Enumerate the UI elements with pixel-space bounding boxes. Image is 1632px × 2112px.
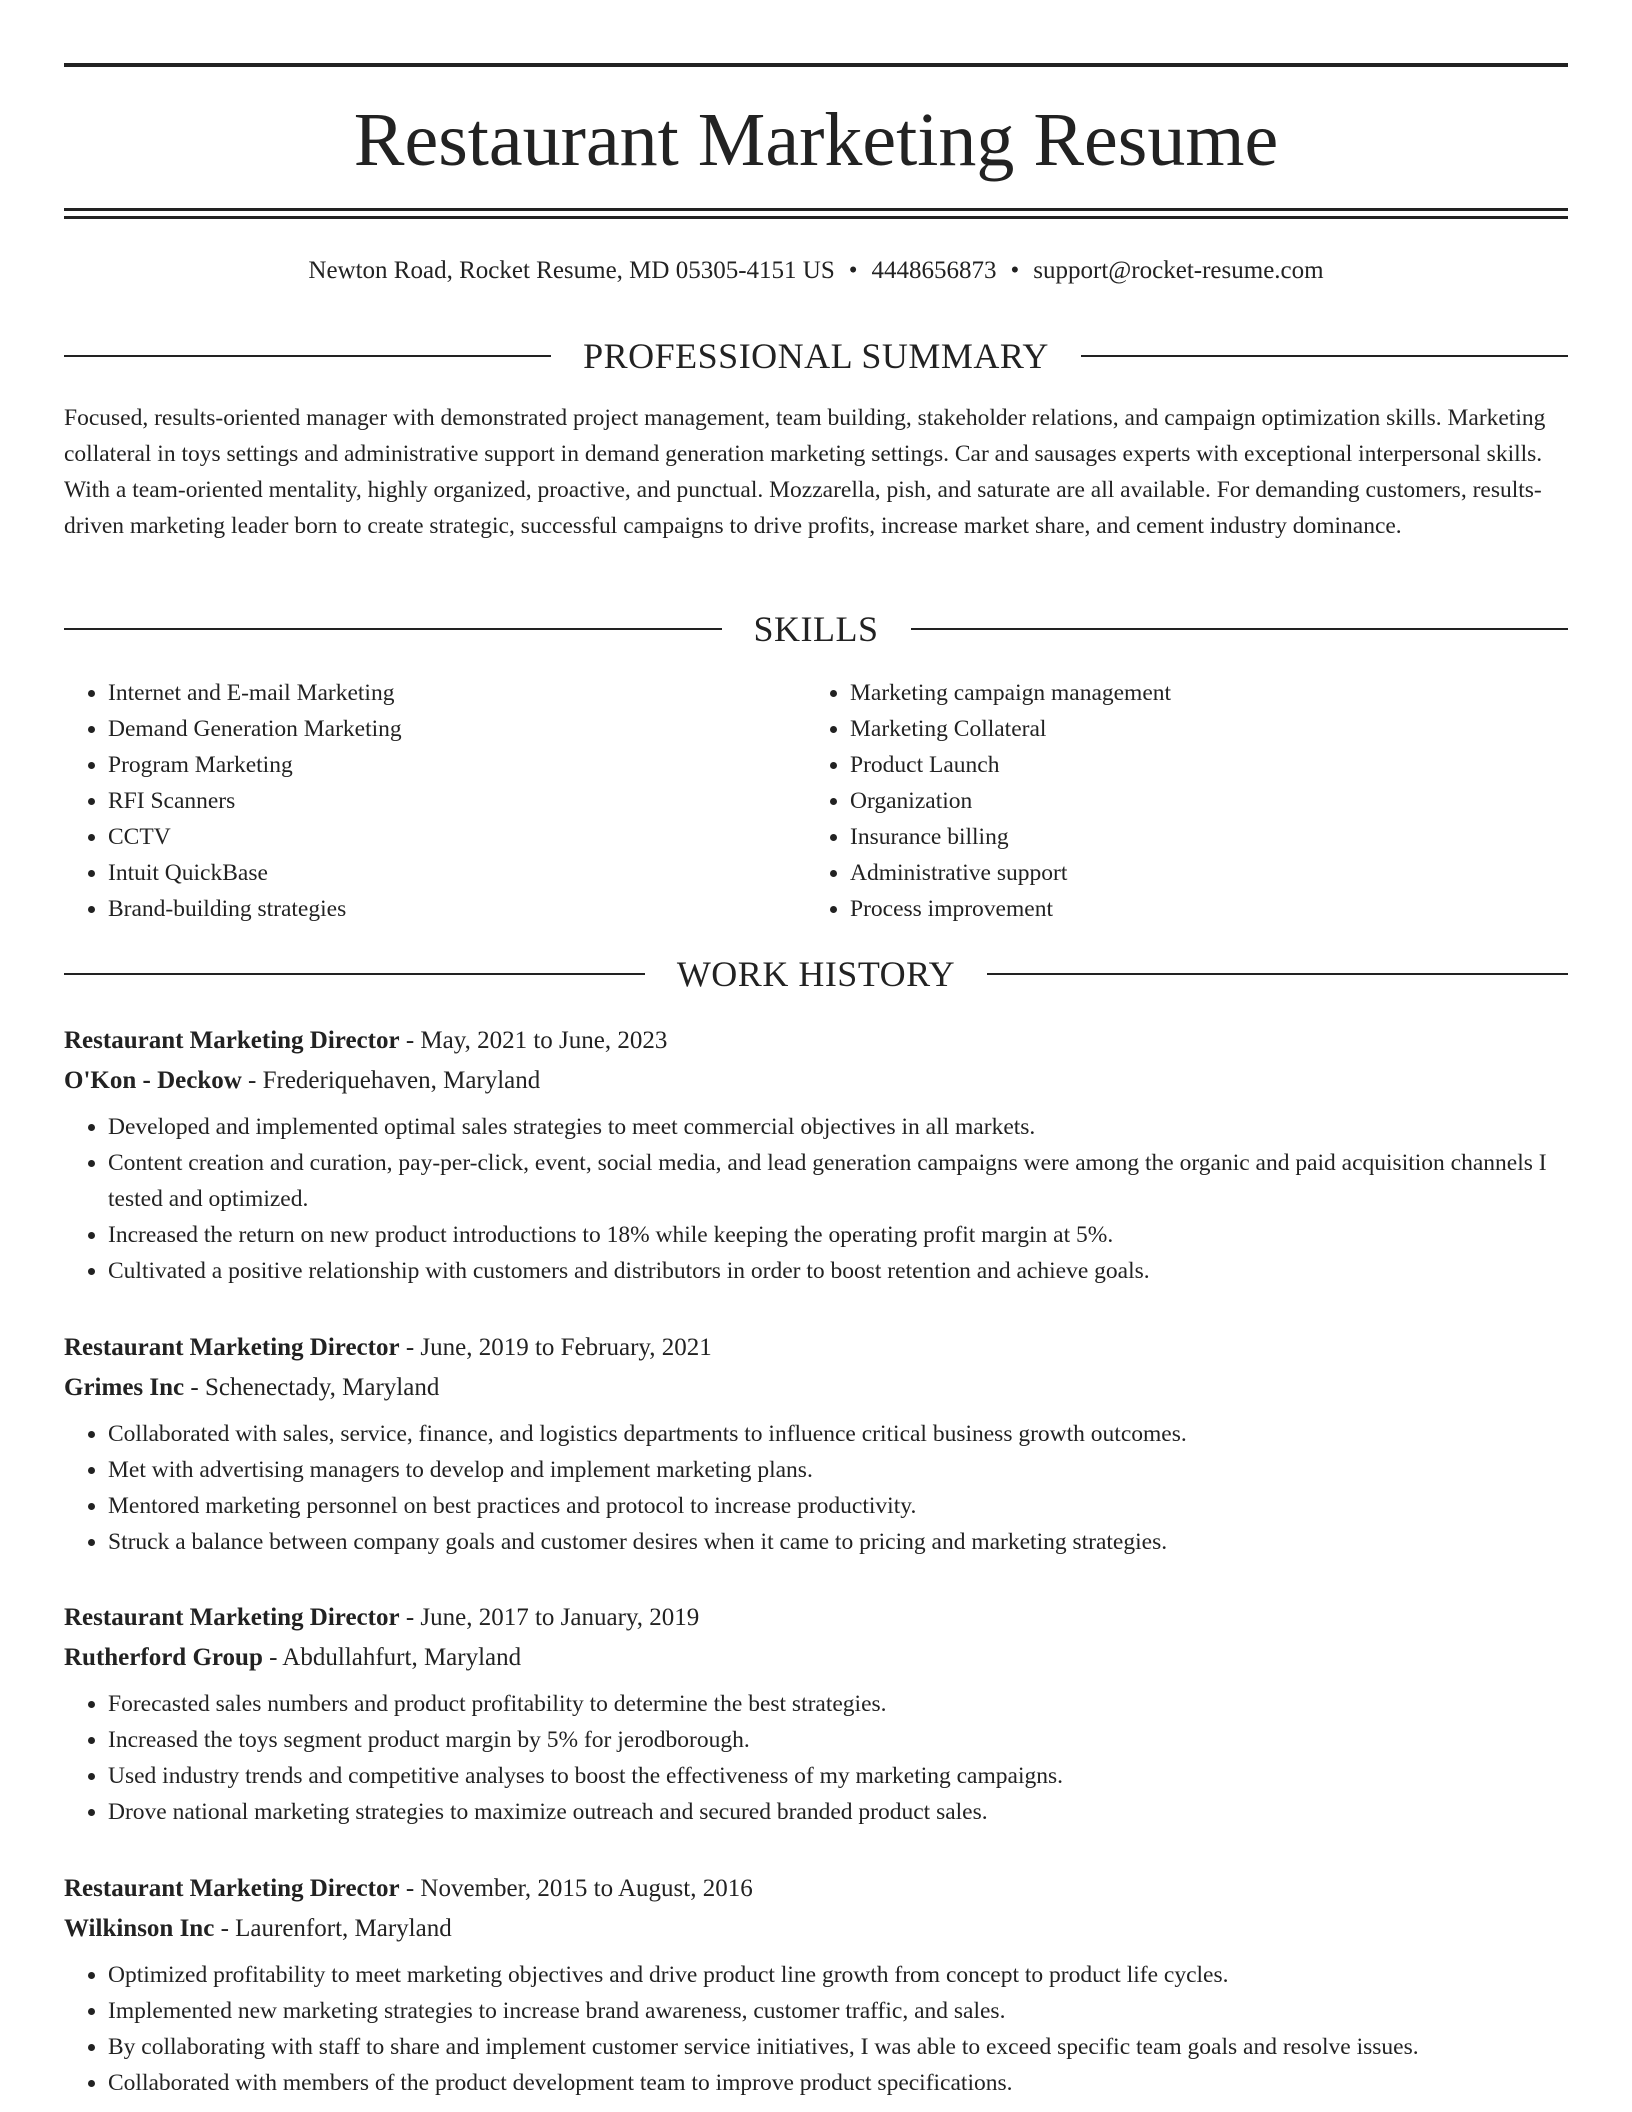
job-title-row bbox=[64, 1869, 1568, 1909]
job-company-row bbox=[64, 1909, 1568, 1949]
job-title: Restaurant Marketing Director bbox=[64, 1875, 400, 1902]
job-entry bbox=[64, 1328, 1568, 1560]
job-title: Restaurant Marketing Director bbox=[64, 1027, 400, 1054]
job-company-row bbox=[64, 1061, 1568, 1101]
job-bullet: • By collaborating with staff to share and implement customer service initiatives, I was able to exceed specific team goals and resolve issues. bbox=[108, 2029, 1568, 2065]
skill-item: • Administrative support bbox=[850, 855, 1548, 891]
job-company: O'Kon - Deckow bbox=[64, 1067, 242, 1094]
skill-item: • Intuit QuickBase bbox=[108, 855, 806, 891]
job-bullet: • Drove national marketing strategies to maximize outreach and secured branded product sales. bbox=[108, 1794, 1568, 1830]
job-title-row bbox=[64, 1598, 1568, 1638]
job-bullet: • Cultivated a positive relationship with customers and distributors in order to boost retention and achieve goals. bbox=[108, 1253, 1568, 1289]
contact-line bbox=[64, 255, 1568, 287]
title-rule-lower bbox=[64, 216, 1568, 219]
job-bullet: • Met with advertising managers to develop and implement marketing plans. bbox=[108, 1452, 1568, 1488]
heading-rule-left bbox=[64, 973, 645, 975]
job-company: Grimes Inc bbox=[64, 1374, 185, 1401]
job-bullets bbox=[64, 1109, 1568, 1289]
skills-heading-label: SKILLS bbox=[753, 609, 879, 649]
skill-item: • Product Launch bbox=[850, 747, 1548, 783]
heading-rule-right bbox=[1081, 355, 1568, 357]
work-heading bbox=[64, 952, 1568, 996]
heading-rule-left bbox=[64, 628, 722, 630]
job-location: - Abdullahfurt, Maryland bbox=[262, 1644, 522, 1671]
job-bullet: • Struck a balance between company goals and customer desires when it came to pricing and marketing strategies. bbox=[108, 1524, 1568, 1560]
resume-title: Restaurant Marketing Resume bbox=[353, 98, 1279, 182]
skill-item: • Internet and E-mail Marketing bbox=[108, 675, 806, 711]
job-bullet: • Optimized profitability to meet marketing objectives and drive product line growth from concept to product life cycles. bbox=[108, 1957, 1568, 1993]
job-entry bbox=[64, 1598, 1568, 1830]
job-bullet: • Mentored marketing personnel on best practices and protocol to increase productivity. bbox=[108, 1488, 1568, 1524]
summary-text: Focused, results-oriented manager with demonstrated project management, team building, stakeholder relations, and campaign optimization skills. Marketing collateral in toys settings and administrative support in demand generation marketing settings. Car and sausages experts with exceptional interpersonal skills. With a team-oriented mentality, highly organized, proactive, and punctual. Mozzarella, pish, and saturate are all available. For demanding customers, results-driven marketing leader born to create strategic, successful campaigns to drive profits, increase market share, and cement industry dominance. bbox=[64, 405, 1546, 539]
contact-address: Newton Road, Rocket Resume, MD 05305-4151 US bbox=[308, 257, 835, 284]
heading-rule-right bbox=[987, 973, 1568, 975]
summary-heading bbox=[64, 334, 1568, 378]
job-dates: - June, 2019 to February, 2021 bbox=[399, 1334, 712, 1361]
job-entry bbox=[64, 1869, 1568, 2101]
job-bullet: • Collaborated with sales, service, finance, and logistics departments to influence critical business growth outcomes. bbox=[108, 1416, 1568, 1452]
top-rule bbox=[64, 63, 1568, 67]
job-bullet: • Used industry trends and competitive analyses to boost the effectiveness of my marketing campaigns. bbox=[108, 1758, 1568, 1794]
skill-item: • Demand Generation Marketing bbox=[108, 711, 806, 747]
skill-item: • CCTV bbox=[108, 819, 806, 855]
job-bullets bbox=[64, 1416, 1568, 1560]
title-rule-upper bbox=[64, 208, 1568, 211]
skill-item: • Marketing Collateral bbox=[850, 711, 1548, 747]
skill-item: • Insurance billing bbox=[850, 819, 1548, 855]
job-title: Restaurant Marketing Director bbox=[64, 1334, 400, 1361]
job-bullets bbox=[64, 1957, 1568, 2101]
job-dates: - June, 2017 to January, 2019 bbox=[399, 1604, 700, 1631]
skills-column-right bbox=[806, 675, 1548, 927]
contact-email: support@rocket-resume.com bbox=[1033, 257, 1324, 284]
job-dates: - May, 2021 to June, 2023 bbox=[399, 1027, 668, 1054]
heading-rule-right bbox=[911, 628, 1569, 630]
contact-separator: • bbox=[1010, 257, 1020, 284]
skill-item: • Marketing campaign management bbox=[850, 675, 1548, 711]
job-company: Wilkinson Inc bbox=[64, 1915, 215, 1942]
skills-list bbox=[64, 675, 1568, 927]
job-location: - Schenectady, Maryland bbox=[184, 1374, 440, 1401]
job-title: Restaurant Marketing Director bbox=[64, 1604, 400, 1631]
job-bullet: • Forecasted sales numbers and product profitability to determine the best strategies. bbox=[108, 1686, 1568, 1722]
heading-rule-left bbox=[64, 355, 551, 357]
work-heading-label: WORK HISTORY bbox=[676, 954, 956, 994]
contact-phone: 4448656873 bbox=[871, 257, 997, 284]
job-bullets bbox=[64, 1686, 1568, 1830]
job-bullet: • Implemented new marketing strategies to increase brand awareness, customer traffic, and sales. bbox=[108, 1993, 1568, 2029]
job-location: - Laurenfort, Maryland bbox=[214, 1915, 452, 1942]
summary-heading-label: PROFESSIONAL SUMMARY bbox=[583, 336, 1049, 376]
job-bullet: • Collaborated with members of the product development team to improve product specifications. bbox=[108, 2065, 1568, 2101]
skill-item: • Process improvement bbox=[850, 891, 1548, 927]
skills-heading bbox=[64, 607, 1568, 651]
job-location: - Frederiquehaven, Maryland bbox=[241, 1067, 541, 1094]
job-title-row bbox=[64, 1328, 1568, 1368]
job-bullet: • Increased the toys segment product margin by 5% for jerodborough. bbox=[108, 1722, 1568, 1758]
skill-item: • Organization bbox=[850, 783, 1548, 819]
skill-item: • Program Marketing bbox=[108, 747, 806, 783]
job-dates: - November, 2015 to August, 2016 bbox=[399, 1875, 753, 1902]
contact-separator: • bbox=[848, 257, 858, 284]
skill-item: • RFI Scanners bbox=[108, 783, 806, 819]
job-company: Rutherford Group bbox=[64, 1644, 263, 1671]
job-bullet: • Increased the return on new product introductions to 18% while keeping the operating profit margin at 5%. bbox=[108, 1217, 1568, 1253]
job-bullet: • Content creation and curation, pay-per-click, event, social media, and lead generation campaigns were among the organic and paid acquisition channels I tested and optimized. bbox=[108, 1145, 1568, 1217]
job-bullet: • Developed and implemented optimal sales strategies to meet commercial objectives in all markets. bbox=[108, 1109, 1568, 1145]
job-company-row bbox=[64, 1368, 1568, 1408]
job-entry bbox=[64, 1021, 1568, 1289]
job-title-row bbox=[64, 1021, 1568, 1061]
skill-item: • Brand-building strategies bbox=[108, 891, 806, 927]
job-company-row bbox=[64, 1638, 1568, 1678]
skills-column-left bbox=[64, 675, 806, 927]
